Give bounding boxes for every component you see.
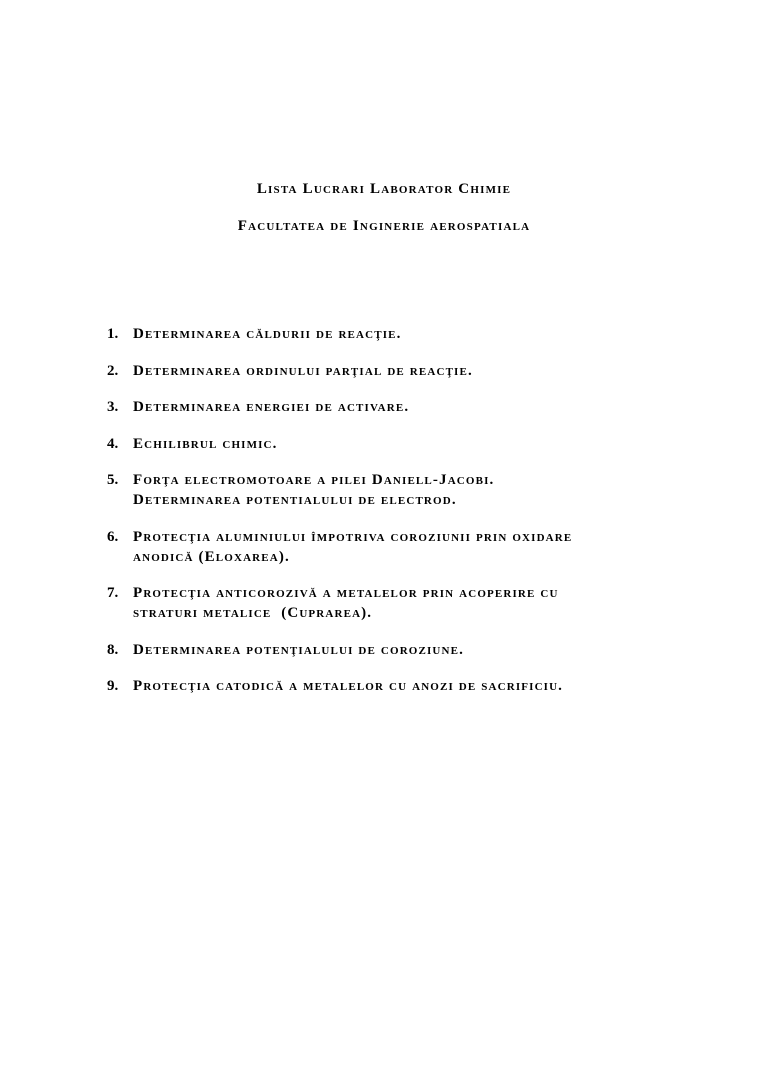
item-line: anodică (Eloxarea). [133,548,290,565]
item-text [133,676,667,696]
item-number: 5. [107,472,119,488]
item-line: Determinarea ordinului parţial de reacţie. [133,362,473,379]
list-item [107,324,667,344]
item-line: Determinarea potentialului de electrod. [133,492,457,508]
item-line: straturi metalice (Cuprarea). [133,605,373,621]
item-text [133,527,667,567]
list-item [107,676,667,696]
item-text [133,434,667,454]
item-number: 4. [107,435,119,452]
item-line: Determinarea căldurii de reacţie. [133,326,402,342]
item-number: 7. [107,585,119,601]
item-text [133,583,667,623]
item-line: Protecţia anticorozivă a metalelor prin acoperire cu [133,585,559,601]
lab-work-list [107,324,667,713]
item-line: Determinarea energiei de activare. [133,399,410,415]
item-text [133,470,667,510]
list-item [107,640,667,660]
item-text [133,397,667,417]
item-number: 1. [107,326,119,342]
item-text [133,640,667,660]
list-item [107,434,667,454]
item-number: 3. [107,399,119,415]
document-title: Lista Lucrari Laborator Chimie [256,181,512,197]
item-line: Determinarea potenţialului de coroziune. [133,641,464,658]
list-item [107,361,667,381]
item-number: 9. [107,678,119,694]
item-line: Protecţia aluminiului împotriva coroziunii prin oxidare [133,528,573,545]
item-number: 8. [107,641,119,658]
document-subtitle: Facultatea de Inginerie aerospatiala [237,218,531,234]
list-item [107,397,667,417]
list-item [107,470,667,510]
list-item [107,583,667,623]
list-item [107,527,667,567]
item-text [133,324,667,344]
item-number: 6. [107,528,119,545]
item-number: 2. [107,362,119,379]
item-line: Echilibrul chimic. [133,435,278,452]
item-line: Protecţia catodică a metalelor cu anozi de sacrificiu. [133,678,564,694]
item-text [133,361,667,381]
item-line: Forţa electromotoare a pilei Daniell-Jacobi. [133,472,495,488]
